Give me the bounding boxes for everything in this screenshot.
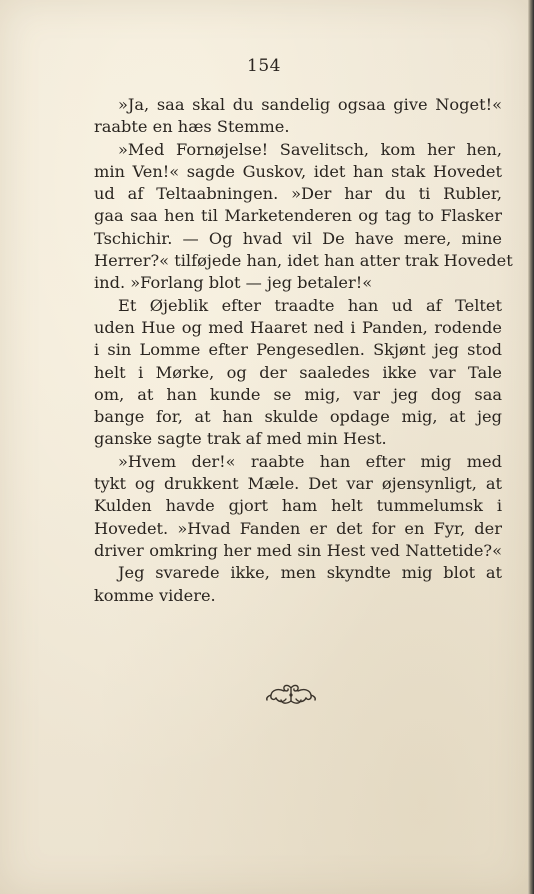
text-line: bange for, at han skulde opdage mig, at jeg	[94, 407, 502, 427]
text-line: helt i Mørke, og der saaledes ikke var Tale	[94, 362, 502, 382]
text-line: ganske sagte trak af med min Hest.	[94, 429, 387, 449]
text-line: i sin Lomme efter Pengesedlen. Skjønt jeg stod	[94, 340, 502, 360]
text-line: »Ja, saa skal du sandelig ogsaa give Noget!«	[118, 95, 502, 114]
text-line: ud af Teltaabningen. »Der har du ti Rubler,	[94, 184, 502, 204]
text-line: »Hvem der!« raabte han efter mig med	[118, 451, 502, 471]
text-line: min Ven!« sagde Guskov, idet han stak Hovedet	[94, 161, 502, 181]
text-line: ind. »Forlang blot — jeg betaler!«	[94, 273, 373, 293]
text-line: om, at han kunde se mig, var jeg dog saa	[94, 384, 502, 404]
text-line: tykt og drukkent Mæle. Det var øjensynligt, at	[94, 474, 502, 494]
body-text	[94, 94, 513, 607]
page-number: 154	[247, 56, 281, 76]
text-line: Tschichir. — Og hvad vil De have mere, mine	[94, 228, 502, 248]
text-line: uden Hue og med Haaret ned i Panden, rodende	[94, 317, 502, 337]
text-line: Hovedet. »Hvad Fanden er det for en Fyr, der	[94, 518, 502, 538]
text-line: komme videre.	[94, 585, 216, 605]
floral-vignette-icon	[264, 682, 318, 708]
text-line: gaa saa hen til Marketenderen og tag to Flasker	[94, 206, 502, 226]
text-line: »Med Fornøjelse! Savelitsch, kom her hen,	[118, 139, 502, 159]
text-line: Herrer?« tilføjede han, idet han atter trak Hovedet	[94, 251, 513, 271]
page-edge-shadow	[528, 0, 534, 894]
text-line: Jeg svarede ikke, men skyndte mig blot at	[118, 563, 502, 583]
text-line: Kulden havde gjort ham helt tummelumsk i	[94, 496, 502, 516]
text-line: Et Øjeblik efter traadte han ud af Teltet	[118, 295, 502, 315]
text-line: raabte en hæs Stemme.	[94, 117, 290, 137]
text-line: driver omkring her med sin Hest ved Nattetide?«	[94, 540, 502, 560]
